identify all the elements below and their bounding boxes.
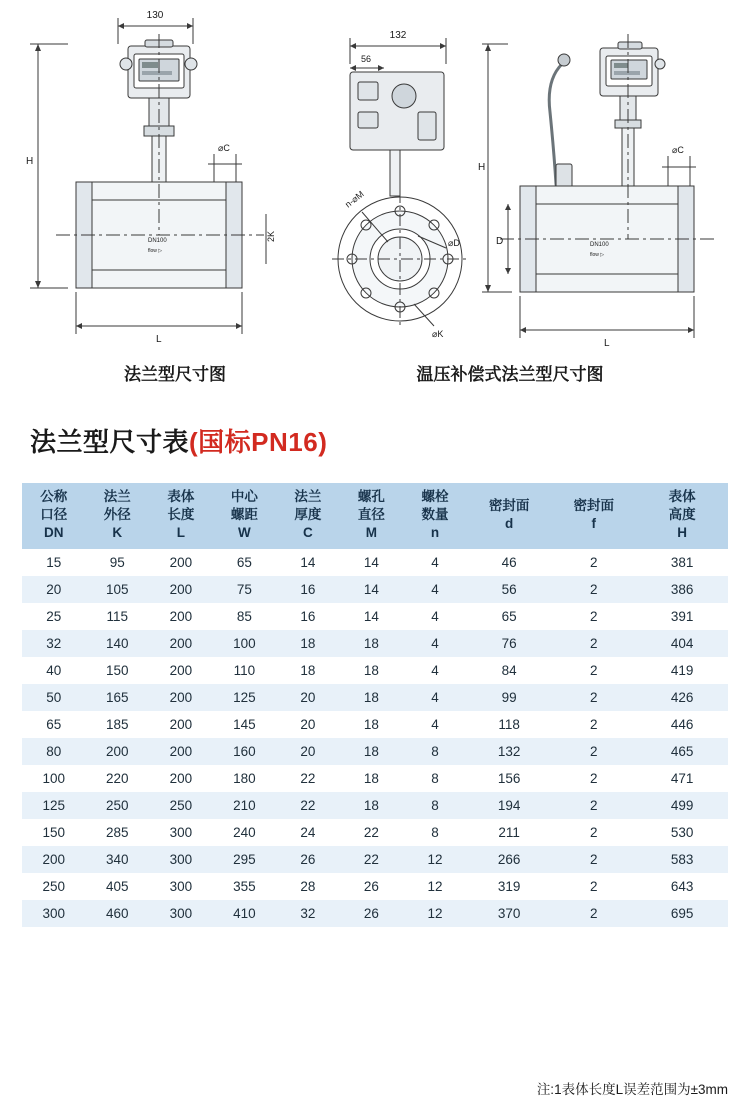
fig2-top-dim: 132	[389, 30, 407, 41]
table-cell: 211	[467, 819, 552, 846]
table-row	[22, 846, 728, 873]
table-cell: 319	[467, 873, 552, 900]
fig2-hole-label: n-⌀M	[343, 188, 366, 210]
table-cell: 150	[86, 657, 150, 684]
table-cell: 180	[213, 765, 277, 792]
table-cell: 300	[149, 846, 213, 873]
table-row	[22, 549, 728, 576]
table-cell: 18	[340, 711, 404, 738]
table-cell: 12	[403, 846, 467, 873]
table-cell: 460	[86, 900, 150, 927]
table-cell: 471	[636, 765, 728, 792]
fig2-d-label: ⌀D	[448, 238, 460, 248]
table-cell: 28	[276, 873, 340, 900]
table-cell: 300	[149, 819, 213, 846]
table-cell: 4	[403, 630, 467, 657]
table-cell: 194	[467, 792, 552, 819]
table-cell: 210	[213, 792, 277, 819]
fig3-length-label: L	[604, 338, 610, 349]
table-cell: 14	[340, 549, 404, 576]
table-cell: 2	[551, 630, 636, 657]
fig3-height-label: H	[478, 162, 486, 173]
table-cell: 22	[340, 819, 404, 846]
table-cell: 285	[86, 819, 150, 846]
table-cell: 370	[467, 900, 552, 927]
table-cell: 220	[86, 765, 150, 792]
table-cell: 20	[22, 576, 86, 603]
table-cell: 8	[403, 819, 467, 846]
table-cell: 200	[149, 603, 213, 630]
col-header-h: 表体 高度 H	[636, 483, 728, 549]
table-cell: 200	[149, 684, 213, 711]
table-row	[22, 684, 728, 711]
table-header-row	[22, 483, 728, 549]
table-cell: 8	[403, 792, 467, 819]
table-cell: 643	[636, 873, 728, 900]
table-cell: 85	[213, 603, 277, 630]
col-header-m: 螺孔 直径 M	[340, 483, 404, 549]
fig1-flow-mark: flow ▷	[148, 248, 163, 254]
table-cell: 22	[340, 846, 404, 873]
table-cell: 300	[149, 873, 213, 900]
table-cell: 2	[551, 711, 636, 738]
table-cell: 26	[340, 873, 404, 900]
table-cell: 140	[86, 630, 150, 657]
table-cell: 18	[340, 630, 404, 657]
table-cell: 4	[403, 657, 467, 684]
fig2-sub-dim: 56	[360, 54, 372, 64]
table-cell: 300	[149, 900, 213, 927]
table-cell: 16	[276, 576, 340, 603]
table-cell: 200	[86, 738, 150, 765]
table-cell: 25	[22, 603, 86, 630]
table-cell: 250	[86, 792, 150, 819]
fig1-top-dim: 130	[146, 10, 164, 21]
table-cell: 200	[149, 711, 213, 738]
table-cell: 2	[551, 873, 636, 900]
table-cell: 20	[276, 738, 340, 765]
table-cell: 26	[276, 846, 340, 873]
figure-compensated-flange-type	[478, 4, 748, 359]
table-cell: 200	[149, 549, 213, 576]
fig2-k-label: ⌀K	[432, 329, 444, 339]
page-title	[30, 422, 327, 459]
table-cell: 419	[636, 657, 728, 684]
table-cell: 14	[276, 549, 340, 576]
table-cell: 200	[149, 630, 213, 657]
table-cell: 32	[22, 630, 86, 657]
table-cell: 2	[551, 549, 636, 576]
table-cell: 200	[149, 738, 213, 765]
table-row	[22, 873, 728, 900]
table-cell: 100	[213, 630, 277, 657]
table-cell: 2	[551, 738, 636, 765]
table-cell: 2	[551, 603, 636, 630]
table-cell: 24	[276, 819, 340, 846]
table-cell: 426	[636, 684, 728, 711]
table-row	[22, 765, 728, 792]
table-cell: 125	[213, 684, 277, 711]
table-cell: 75	[213, 576, 277, 603]
figure-flange-type	[8, 4, 318, 359]
table-cell: 145	[213, 711, 277, 738]
dimensions-table	[22, 483, 728, 927]
table-cell: 14	[340, 603, 404, 630]
figure-flange-face	[322, 4, 502, 359]
table-cell: 84	[467, 657, 552, 684]
table-cell: 18	[340, 684, 404, 711]
fig1-height-label: H	[26, 156, 34, 167]
caption-compensated-flange-type: 温压补偿式法兰型尺寸图	[416, 365, 604, 384]
table-cell: 2	[551, 684, 636, 711]
table-cell: 4	[403, 549, 467, 576]
col-header-dn: 公称 口径 DN	[22, 483, 86, 549]
table-cell: 20	[276, 711, 340, 738]
table-cell: 530	[636, 819, 728, 846]
table-cell: 12	[403, 900, 467, 927]
col-header-l: 表体 长度 L	[149, 483, 213, 549]
table-cell: 18	[340, 657, 404, 684]
table-cell: 156	[467, 765, 552, 792]
table-cell: 18	[340, 765, 404, 792]
table-cell: 391	[636, 603, 728, 630]
col-header-d: 密封面 d	[467, 483, 552, 549]
table-cell: 56	[467, 576, 552, 603]
table-row	[22, 657, 728, 684]
table-cell: 15	[22, 549, 86, 576]
table-cell: 18	[340, 792, 404, 819]
table-cell: 99	[467, 684, 552, 711]
table-cell: 14	[340, 576, 404, 603]
fig1-body-mark: DN100	[148, 238, 167, 244]
table-cell: 65	[467, 603, 552, 630]
table-cell: 2	[551, 576, 636, 603]
col-header-w: 中心 螺距 W	[213, 483, 277, 549]
table-cell: 4	[403, 684, 467, 711]
page-title-main: 法兰型尺寸表	[30, 427, 190, 457]
fig3-bore-label: ⌀C	[672, 145, 684, 155]
table-row	[22, 792, 728, 819]
table-cell: 46	[467, 549, 552, 576]
table-row	[22, 603, 728, 630]
col-header-k: 法兰 外径 K	[86, 483, 150, 549]
table-cell: 695	[636, 900, 728, 927]
page-title-standard: (国标PN16)	[189, 427, 328, 457]
table-cell: 2	[551, 819, 636, 846]
table-row	[22, 576, 728, 603]
fig3-flow-mark: flow ▷	[590, 252, 605, 258]
table-cell: 22	[276, 765, 340, 792]
table-cell: 65	[213, 549, 277, 576]
table-cell: 132	[467, 738, 552, 765]
table-cell: 32	[276, 900, 340, 927]
table-cell: 410	[213, 900, 277, 927]
table-cell: 100	[22, 765, 86, 792]
fig3-body-mark: DN100	[590, 242, 609, 248]
table-row	[22, 900, 728, 927]
table-cell: 4	[403, 603, 467, 630]
table-cell: 499	[636, 792, 728, 819]
table-cell: 200	[149, 657, 213, 684]
table-cell: 80	[22, 738, 86, 765]
table-cell: 150	[22, 819, 86, 846]
table-row	[22, 819, 728, 846]
table-cell: 115	[86, 603, 150, 630]
table-cell: 250	[149, 792, 213, 819]
table-cell: 340	[86, 846, 150, 873]
table-cell: 300	[22, 900, 86, 927]
table-cell: 110	[213, 657, 277, 684]
table-cell: 125	[22, 792, 86, 819]
col-header-c: 法兰 厚度 C	[276, 483, 340, 549]
table-cell: 4	[403, 711, 467, 738]
table-cell: 160	[213, 738, 277, 765]
caption-flange-type: 法兰型尺寸图	[124, 365, 226, 384]
col-header-n: 螺栓 数量 n	[403, 483, 467, 549]
figure-captions	[0, 360, 750, 385]
table-cell: 50	[22, 684, 86, 711]
fig1-length-label: L	[156, 334, 162, 345]
table-cell: 95	[86, 549, 150, 576]
table-cell: 200	[149, 765, 213, 792]
table-note: 注:1表体长度L误差范围为±3mm	[536, 1082, 728, 1097]
table-cell: 26	[340, 900, 404, 927]
table-cell: 105	[86, 576, 150, 603]
table-cell: 266	[467, 846, 552, 873]
table-cell: 583	[636, 846, 728, 873]
table-cell: 381	[636, 549, 728, 576]
table-cell: 165	[86, 684, 150, 711]
table-cell: 404	[636, 630, 728, 657]
table-cell: 20	[276, 684, 340, 711]
table-cell: 76	[467, 630, 552, 657]
table-cell: 65	[22, 711, 86, 738]
table-cell: 250	[22, 873, 86, 900]
table-row	[22, 630, 728, 657]
table-row	[22, 711, 728, 738]
table-row	[22, 738, 728, 765]
table-cell: 22	[276, 792, 340, 819]
table-cell: 8	[403, 738, 467, 765]
fig1-k-label: 2K	[266, 230, 276, 242]
table-cell: 465	[636, 738, 728, 765]
table-cell: 446	[636, 711, 728, 738]
table-cell: 2	[551, 900, 636, 927]
table-cell: 18	[340, 738, 404, 765]
fig1-bore-label: ⌀C	[218, 143, 230, 153]
fig3-d-label: D	[496, 236, 504, 247]
table-cell: 12	[403, 873, 467, 900]
table-cell: 18	[276, 657, 340, 684]
table-cell: 200	[149, 576, 213, 603]
table-cell: 16	[276, 603, 340, 630]
table-cell: 118	[467, 711, 552, 738]
table-cell: 185	[86, 711, 150, 738]
drawings-area	[0, 0, 750, 400]
table-cell: 405	[86, 873, 150, 900]
table-cell: 355	[213, 873, 277, 900]
table-cell: 2	[551, 765, 636, 792]
table-cell: 40	[22, 657, 86, 684]
table-cell: 2	[551, 846, 636, 873]
table-cell: 2	[551, 657, 636, 684]
table-cell: 295	[213, 846, 277, 873]
table-cell: 386	[636, 576, 728, 603]
col-header-f: 密封面 f	[551, 483, 636, 549]
table-cell: 200	[22, 846, 86, 873]
table-cell: 8	[403, 765, 467, 792]
table-cell: 240	[213, 819, 277, 846]
table-cell: 2	[551, 792, 636, 819]
table-cell: 4	[403, 576, 467, 603]
table-cell: 18	[276, 630, 340, 657]
